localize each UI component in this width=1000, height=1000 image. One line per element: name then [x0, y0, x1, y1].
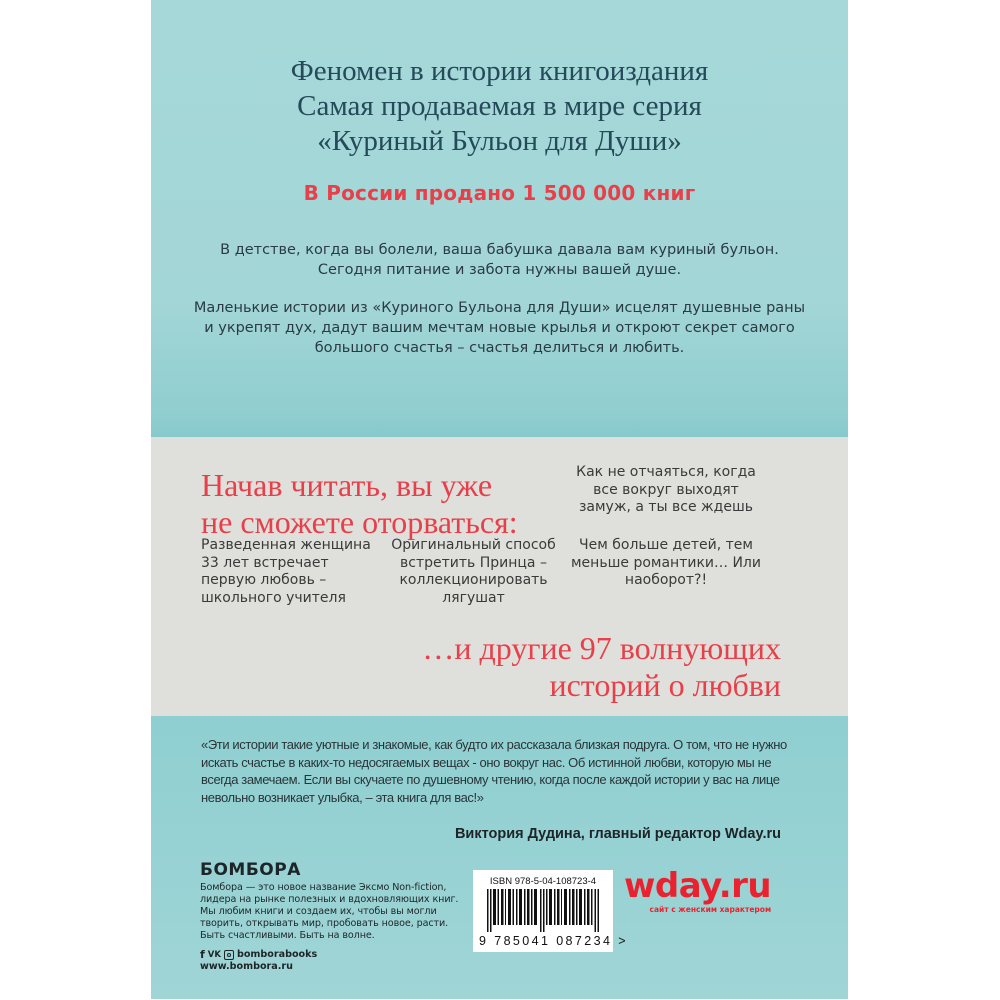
band-tail-line: историй о любви — [549, 667, 781, 703]
editor-quote: «Эти истории такие уютные и знакомые, как будто их рассказала близкая подруга. О том, что не нужно искать счастье в каких-то недосягаемых вещах - оно вокруг нас. Об истинной любви, которую мы не всегда замечаем. Если вы скучаете по душевному чтению, когда после каждой истории у вас на лице невольно возникает улыбка, – эта книга для вас!» — [201, 737, 787, 805]
publisher-logo: БОМБОРА — [200, 860, 301, 880]
social-handle: bomborabooks — [236, 949, 318, 960]
headline-line: Самая продаваемая в мире серия — [297, 90, 702, 122]
intro-paragraph: Маленькие истории из «Куриного Бульона для Души» исцелят душевные раны и укрепят дух, дадут вашим мечтам новые крылья и откроют секрет самого большого счастья – счастья делиться и любить. — [193, 300, 806, 356]
barcode-digits: 9 785041 087234 > — [479, 934, 628, 948]
stories-band — [151, 437, 848, 716]
band-headline-line: не сможете оторваться: — [201, 504, 518, 540]
barcode-icon — [487, 889, 599, 932]
story-teaser: Чем больше детей, тем меньше романтики… Или наоборот?! — [571, 537, 761, 588]
story-teaser: Оригинальный способ встретить Принца – коллекционировать лягушат — [391, 537, 556, 606]
sales-banner: В России продано 1 500 000 книг — [303, 181, 696, 205]
facebook-icon: f — [200, 948, 205, 961]
publisher-description: Бомбора — это новое название Эксмо Non-fiction, лидера на рынке полезных и вдохновляющих книг. Мы любим книги и создаем их, чтобы вы могли творить, открывать мир, пробовать новое, расти. Быть счастливыми. Быть на волне. — [200, 882, 459, 941]
publisher-social — [200, 948, 470, 961]
instagram-icon — [224, 950, 234, 960]
band-headline — [201, 467, 518, 541]
headline-line: Феномен в истории книгоиздания — [290, 55, 709, 87]
wday-logo: wday.ru — [624, 866, 772, 906]
isbn-label: ISBN 978-5-04-108723-4 — [489, 876, 597, 887]
story-teaser: Разведенная женщина 33 лет встречает первую любовь – школьного учителя — [201, 537, 371, 606]
book-back-cover — [151, 0, 848, 999]
band-tail — [422, 630, 781, 704]
publisher-website: www.bombora.ru — [200, 961, 293, 972]
partner-logo — [624, 868, 771, 914]
wday-tagline: сайт с женским характером — [649, 905, 772, 914]
quote-author: Виктория Дудина, главный редактор Wday.ru — [454, 826, 781, 842]
intro-paragraph: В детстве, когда вы болели, ваша бабушка давала вам куриный бульон. Сегодня питание и забота нужны вашей душе. — [220, 242, 779, 278]
headline-line: «Куриный Бульон для Души» — [317, 125, 682, 157]
series-headline — [151, 54, 848, 159]
band-headline-line: Начав читать, вы уже — [201, 467, 493, 503]
story-teaser: Как не отчаяться, когда все вокруг выходят замуж, а ты все ждешь — [576, 464, 756, 515]
intro-text — [191, 240, 808, 376]
isbn-barcode — [473, 870, 628, 952]
publisher-block — [200, 860, 470, 973]
vk-icon: VK — [207, 949, 221, 960]
band-tail-line: …и другие 97 волнующих — [422, 630, 781, 666]
